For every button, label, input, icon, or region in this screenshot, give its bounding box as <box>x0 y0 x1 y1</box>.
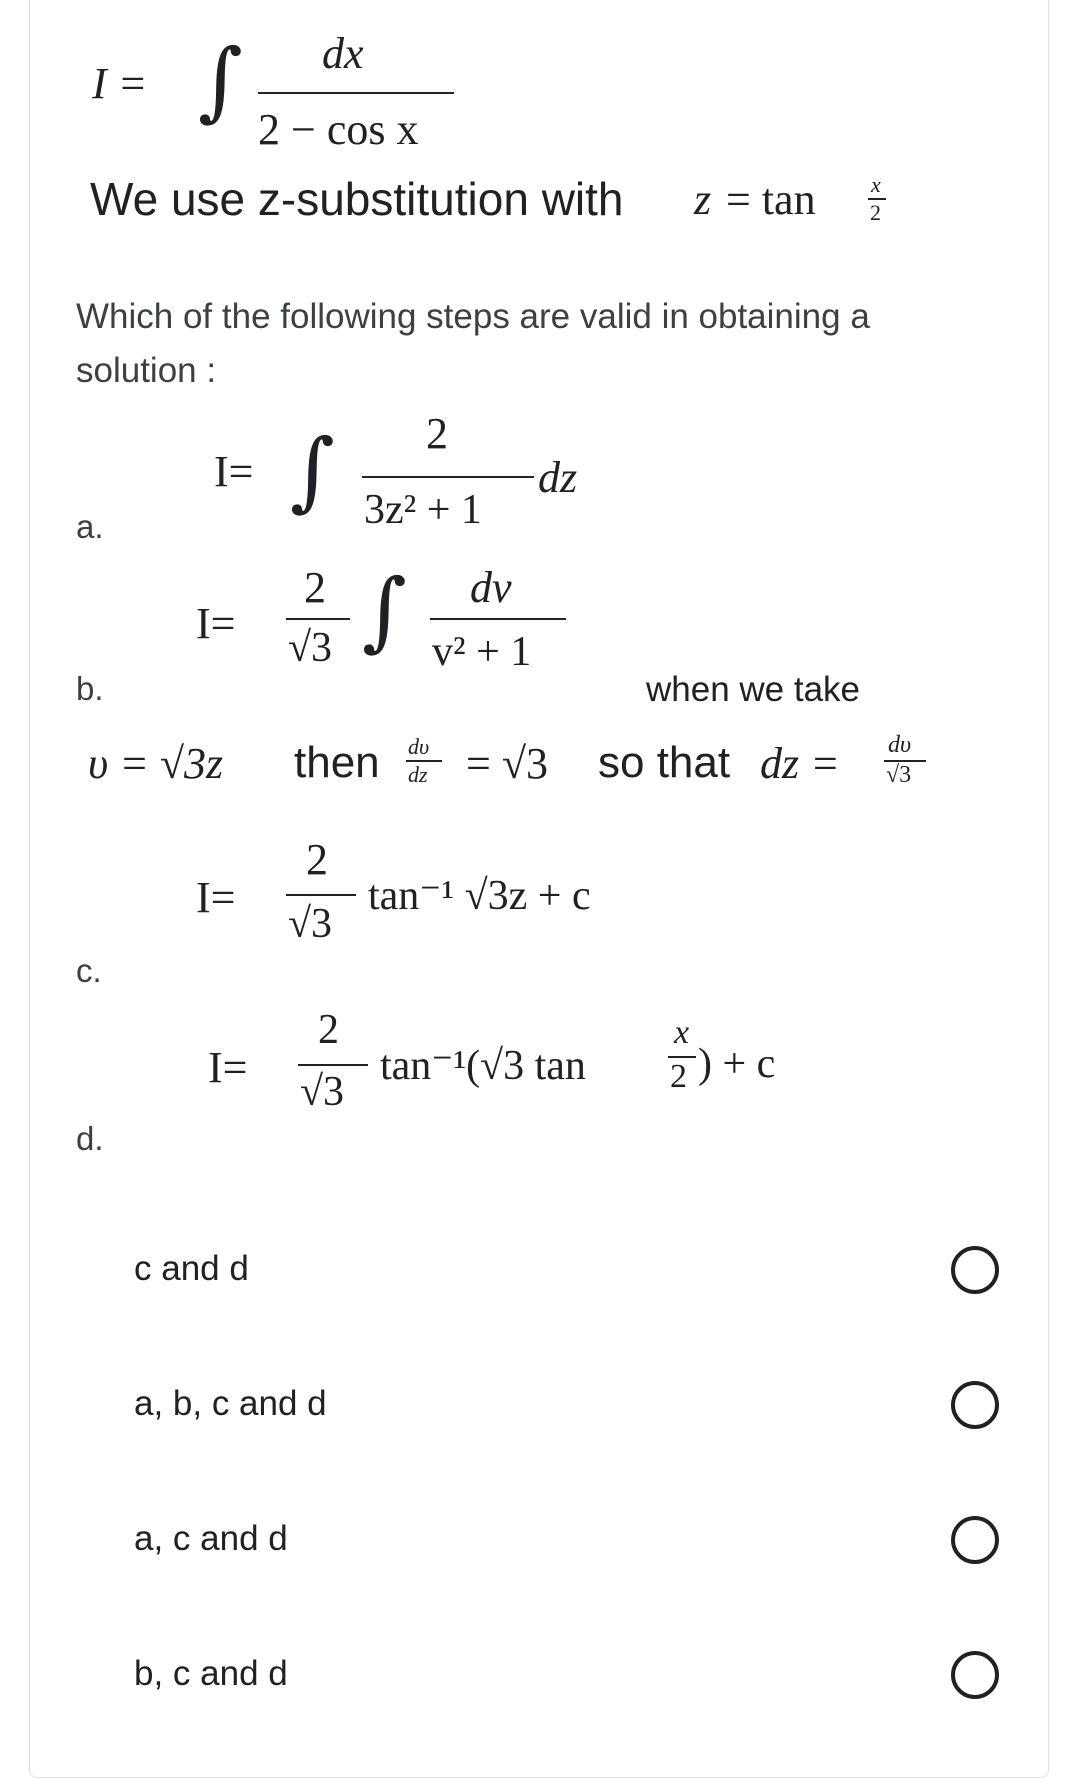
step-b-coef-num: 2 <box>304 563 326 612</box>
option-label: a, c and d <box>134 1519 288 1558</box>
step-b-numerator: dv <box>470 563 512 612</box>
step-a-numerator: 2 <box>426 409 448 458</box>
step-d-x-den: 2 <box>670 1058 687 1095</box>
step-b-dvdz-den: dz <box>408 762 428 787</box>
step-d-lhs: I= <box>208 1043 248 1092</box>
option-label: b, c and d <box>134 1654 288 1693</box>
step-d-label: d. <box>76 1120 104 1157</box>
option-label: c and d <box>134 1249 249 1288</box>
step-b-dz-frac-num: dυ <box>888 732 912 758</box>
question-prompt: Which of the following steps are valid in obtaining a solution : <box>76 297 870 390</box>
option-radio[interactable] <box>951 1516 999 1564</box>
step-d-coef-bar <box>298 1064 368 1066</box>
step-b-denominator: v² + 1 <box>432 629 532 675</box>
stem-fraction-bar <box>258 92 454 94</box>
step-a-lhs: I= <box>214 447 254 496</box>
stem-lhs: I = <box>92 59 148 108</box>
step-c-coef-den: √3 <box>288 901 333 947</box>
step-a-tail: dz <box>538 453 578 502</box>
step-b-so-that: so that <box>598 738 731 787</box>
step-b-v-def: υ = √3z <box>88 739 224 788</box>
step-a-integral-sign: ∫ <box>290 421 335 521</box>
option-radio[interactable] <box>951 1246 999 1294</box>
substitution-frac-den: 2 <box>870 200 881 225</box>
step-c-coef-num: 2 <box>306 835 328 884</box>
step-b-then: then <box>294 738 380 787</box>
step-c-lhs: I= <box>196 873 236 922</box>
step-b-coef-bar <box>286 618 350 620</box>
substitution-z: z <box>694 175 712 224</box>
step-b-coef-den: √3 <box>288 625 333 671</box>
step-c-coef-bar <box>286 894 356 896</box>
option-label: a, b, c and d <box>134 1384 327 1423</box>
step-d-coef-den: √3 <box>300 1069 345 1115</box>
step-d-coef-num: 2 <box>318 1007 339 1053</box>
stem-denominator: 2 − cos x <box>258 105 419 154</box>
step-a-label: a. <box>76 508 104 545</box>
step-d-x-num: x <box>674 1014 690 1051</box>
step-b-fraction-bar <box>430 618 566 620</box>
step-c-expression: tan⁻¹ √3z + c <box>368 873 591 919</box>
step-b-dz-eq: dz = <box>760 739 840 788</box>
step-b-label: b. <box>76 670 104 707</box>
substitution-frac-num: x <box>871 172 881 197</box>
step-d-expression-b: ) + c <box>698 1041 776 1087</box>
step-b-dvdz-num: dυ <box>408 734 430 759</box>
step-c-label: c. <box>76 952 102 989</box>
substitution-eq: = tan <box>726 175 816 224</box>
step-b-eq-sqrt3: = √3 <box>466 739 548 788</box>
step-b-dz-frac-den: √3 <box>886 762 912 788</box>
step-d-expression-a: tan⁻¹(√3 tan <box>380 1043 586 1089</box>
step-b-lhs: I= <box>196 599 236 648</box>
option-radio[interactable] <box>951 1651 999 1699</box>
step-b-integral-sign: ∫ <box>362 561 407 661</box>
stem-numerator: dx <box>322 29 364 78</box>
step-b-when-text: when we take <box>646 670 861 709</box>
option-radio[interactable] <box>951 1381 999 1429</box>
stem-integral-sign: ∫ <box>198 31 243 131</box>
substitution-text: We use z-substitution with <box>90 173 624 225</box>
step-a-denominator: 3z² + 1 <box>364 487 482 533</box>
step-a-fraction-bar <box>362 476 534 478</box>
